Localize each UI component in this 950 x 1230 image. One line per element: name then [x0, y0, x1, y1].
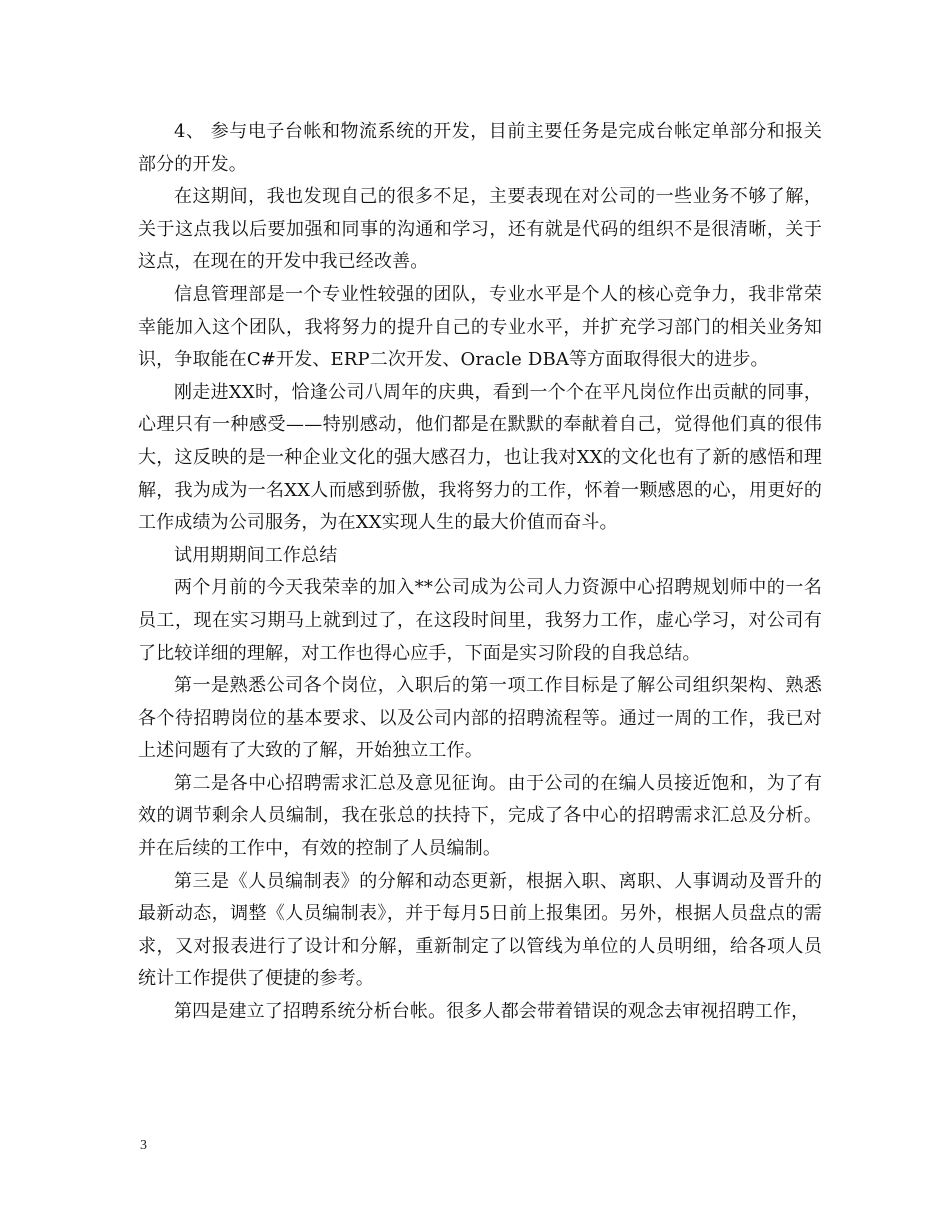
section-heading: 试用期期间工作总结 [174, 544, 338, 566]
paragraph-8: 第二是各中心招聘需求汇总及意见征询。由于公司的在编人员接近饱和，为了有效的调节剩余人员编制，我在张总的扶持下，完成了各中心的招聘需求汇总及分析。并在后续的工作中，有效的控制了人员编制。 [138, 772, 822, 860]
paragraph-9: 第三是《人员编制表》的分解和动态更新，根据入职、离职、人事调动及晋升的最新动态，调整《人员编制表》，并于每月5日前上报集团。另外，根据人员盘点的需求，又对报表进行了设计和分解，重新制定了以管线为单位的人员明细，给各项人员统计工作提供了便捷的参考。 [138, 870, 822, 990]
document-body [138, 116, 822, 1029]
paragraph-7: 第一是熟悉公司各个岗位，入职后的第一项工作目标是了解公司组织架构、熟悉各个待招聘岗位的基本要求、以及公司内部的招聘流程等。通过一周的工作，我已对上述问题有了大致的了解，开始独立工作。 [138, 675, 822, 762]
paragraph-6: 两个月前的今天我荣幸的加入**公司成为公司人力资源中心招聘规划师中的一名员工，现在实习期马上就到过了，在这段时间里，我努力工作，虚心学习，对公司有了比较详细的理解，对工作也得心应手，下面是实习阶段的自我总结。 [138, 577, 822, 664]
paragraph-4: 刚走进XX时，恰逢公司八周年的庆典，看到一个个在平凡岗位作出贡献的同事，心理只有一种感受——特别感动，他们都是在默默的奉献着自己，觉得他们真的很伟大，这反映的是一种企业文化的强大感召力，也让我对XX的文化也有了新的感悟和理解，我为成为一名XX人而感到骄傲，我将努力的工作，怀着一颗感恩的心，用更好的工作成绩为公司服务，为在XX实现人生的最大价值而奋斗。 [138, 381, 822, 534]
paragraph-10: 第四是建立了招聘系统分析台帐。很多人都会带着错误的观念去审视招聘工作， [174, 1001, 810, 1023]
paragraph-2: 在这期间，我也发现自己的很多不足，主要表现在对公司的一些业务不够了解，关于这点我以后要加强和同事的沟通和学习，还有就是代码的组织不是很清晰，关于这点，在现在的开发中我已经改善。 [138, 186, 822, 273]
page-number: 3 [140, 1138, 147, 1153]
paragraph-3: 信息管理部是一个专业性较强的团队，专业水平是个人的核心竞争力，我非常荣幸能加入这个团队，我将努力的提升自己的专业水平，并扩充学习部门的相关业务知识，争取能在C#开发、ERP二次开发、Oracle DBA等方面取得很大的进步。 [138, 283, 822, 371]
paragraph-1: 4、 参与电子台帐和物流系统的开发，目前主要任务是完成台帐定单部分和报关部分的开发。 [138, 121, 822, 175]
